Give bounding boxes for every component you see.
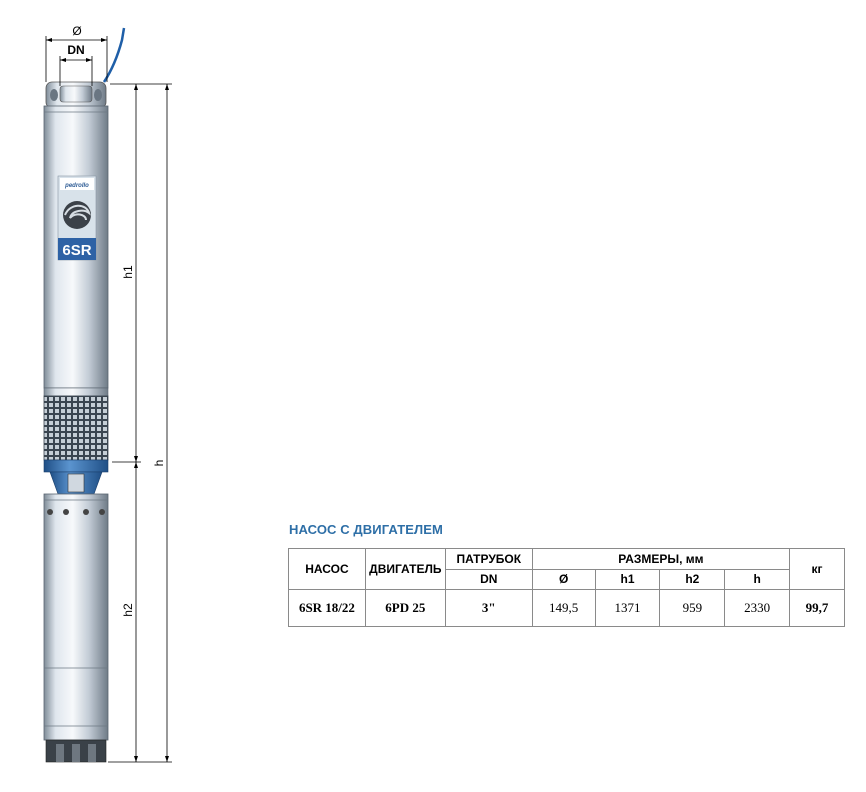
header-outlet-dn: DN: [445, 569, 532, 590]
spec-table: [288, 548, 845, 627]
cell-dia: 149,5: [532, 590, 595, 627]
table-row: [289, 590, 845, 627]
cell-motor: 6PD 25: [365, 590, 445, 627]
header-h1: h1: [595, 569, 660, 590]
cell-pump: 6SR 18/22: [289, 590, 366, 627]
header-pump: НАСОС: [289, 549, 366, 590]
pump-head: [46, 82, 106, 108]
model-label: 6SR: [62, 242, 92, 259]
header-motor: ДВИГАТЕЛЬ: [365, 549, 445, 590]
cell-kg: 99,7: [790, 590, 845, 627]
header-h: h: [725, 569, 790, 590]
motor-body: [44, 494, 108, 740]
header-weight: кг: [790, 549, 845, 590]
cell-dn: 3": [445, 590, 532, 627]
dim-h2-label: h2: [121, 603, 135, 617]
model-badge: [58, 176, 96, 260]
dim-h1-label: h1: [121, 265, 135, 279]
cell-h1: 1371: [595, 590, 660, 627]
brand-label: pedrollo: [65, 183, 89, 189]
suction-grid: [44, 396, 108, 460]
dim-dn-label: DN: [67, 43, 85, 57]
header-dimensions: РАЗМЕРЫ, мм: [532, 549, 789, 570]
section-title: НАСОС С ДВИГАТЕЛЕМ: [289, 522, 443, 537]
header-h2: h2: [660, 569, 725, 590]
cell-h2: 959: [660, 590, 725, 627]
dim-h-label: h: [152, 459, 166, 467]
header-outlet: ПАТРУБОК: [445, 549, 532, 570]
cell-h: 2330: [725, 590, 790, 627]
coupling-flange: [44, 460, 108, 494]
header-dia: Ø: [532, 569, 595, 590]
dim-diameter-label: Ø: [72, 24, 82, 38]
